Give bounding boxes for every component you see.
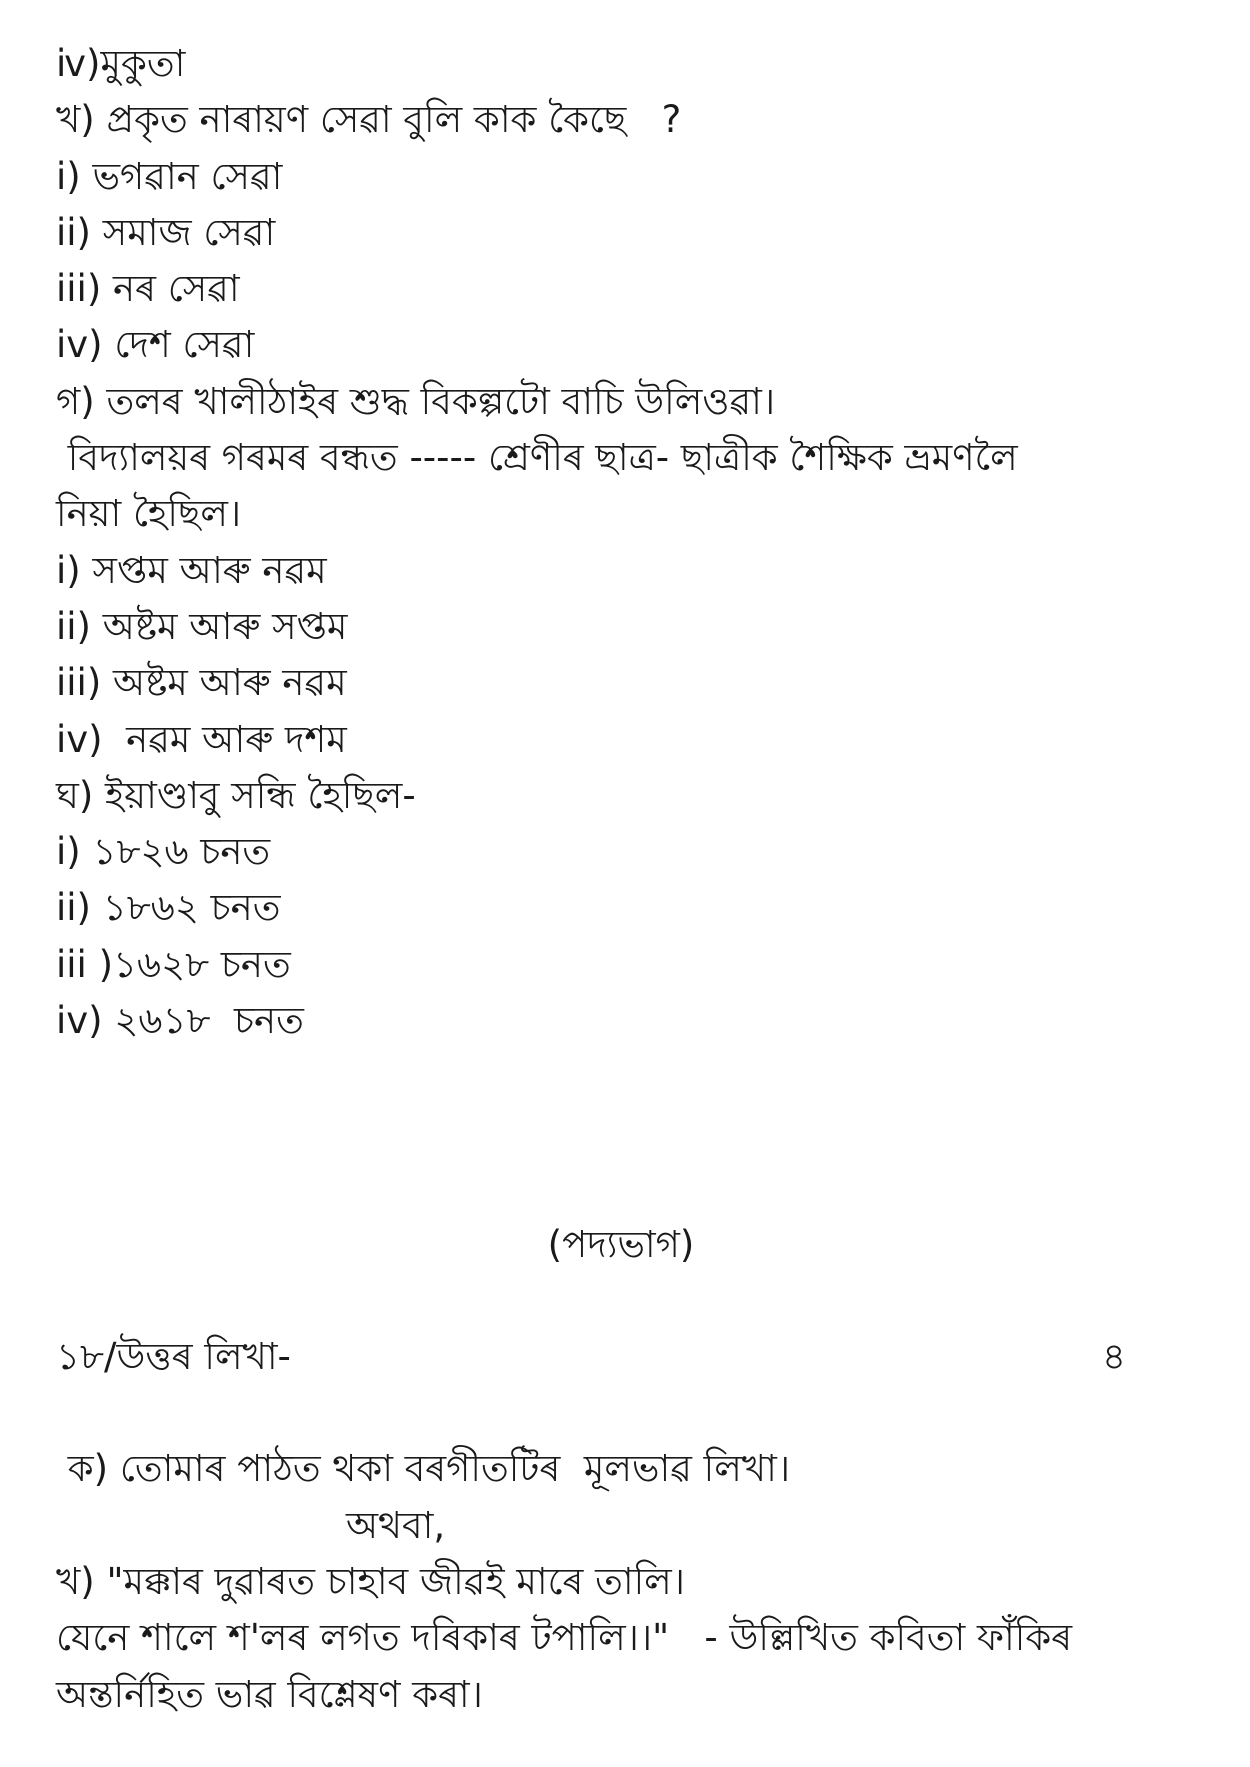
question-18-label: ১৮/উত্তৰ লিখা- (56, 1335, 291, 1379)
spacer (56, 1273, 1186, 1329)
question-ga-option-2: ii) অষ্টম আৰু সপ্তম (56, 604, 348, 648)
question-ga-option-4: iv) নৱম আৰু দশম (56, 717, 347, 761)
question-18-part-kha-line3: অন্তৰ্নিহিত ভাৱ বিশ্লেষণ কৰা। (56, 1672, 483, 1716)
question-kha: খ) প্ৰকৃত নাৰায়ণ সেৱা বুলি কাক কৈছে ? (56, 98, 682, 142)
question-ga-sentence-line1: বিদ্যালয়ৰ গৰমৰ বন্ধত ----- শ্ৰেণীৰ ছাত্ৰ- ছাত্ৰীক শৈক্ষিক ভ্ৰমণলৈ (56, 436, 1018, 480)
question-kha-option-1: i) ভগৱান সেৱা (56, 154, 283, 198)
spacer (56, 1049, 1186, 1217)
question-gha-option-2: ii) ১৮৬২ চনত (56, 886, 281, 930)
question-kha-option-3: iii) নৰ সেৱা (56, 267, 240, 311)
section-title: (পদ্যভাগ) (547, 1223, 695, 1267)
question-18-part-ka: ক) তোমাৰ পাঠত থকা বৰগীতটিৰ মূলভাৱ লিখা। (56, 1447, 791, 1491)
question-kha-option-4: iv) দেশ সেৱা (56, 323, 255, 367)
question-ga: গ) তলৰ খালীঠাইৰ শুদ্ধ বিকল্পটো বাচি উলিওৱা। (56, 379, 776, 423)
question-ga-option-1: i) সপ্তম আৰু নৱম (56, 548, 327, 592)
question-ga-option-3: iii) অষ্টম আৰু নৱম (56, 661, 347, 705)
question-18-or: অথবা, (346, 1503, 446, 1547)
question-18-header (56, 1329, 1126, 1385)
question-18-part-kha-line1: খ) "মক্কাৰ দুৱাৰত চাহাব জীৱই মাৰে তালি। (56, 1559, 685, 1603)
question-kha-option-2: ii) সমাজ সেৱা (56, 210, 276, 254)
question-ga-sentence-line2: নিয়া হৈছিল। (56, 492, 242, 536)
question-page (56, 36, 1186, 1723)
question-gha-option-3: iii )১৬২৮ চনত (56, 942, 291, 986)
spacer (56, 1385, 1186, 1441)
question-18-marks: ৪ (1101, 1335, 1126, 1379)
question-gha: ঘ) ইয়াণ্ডাবু সন্ধি হৈছিল- (56, 773, 416, 817)
question-gha-option-1: i) ১৮২৬ চনত (56, 830, 271, 874)
question-gha-option-4: iv) ২৬১৮ চনত (56, 999, 304, 1043)
prev-question-last-option: ⅳ)মুকুতা (56, 42, 186, 85)
question-18-part-kha-line2: যেনে শালে শ'লৰ লগত দৰিকাৰ টপালি।।" - উল্লিখিত কবিতা ফাঁকিৰ (56, 1616, 1073, 1660)
